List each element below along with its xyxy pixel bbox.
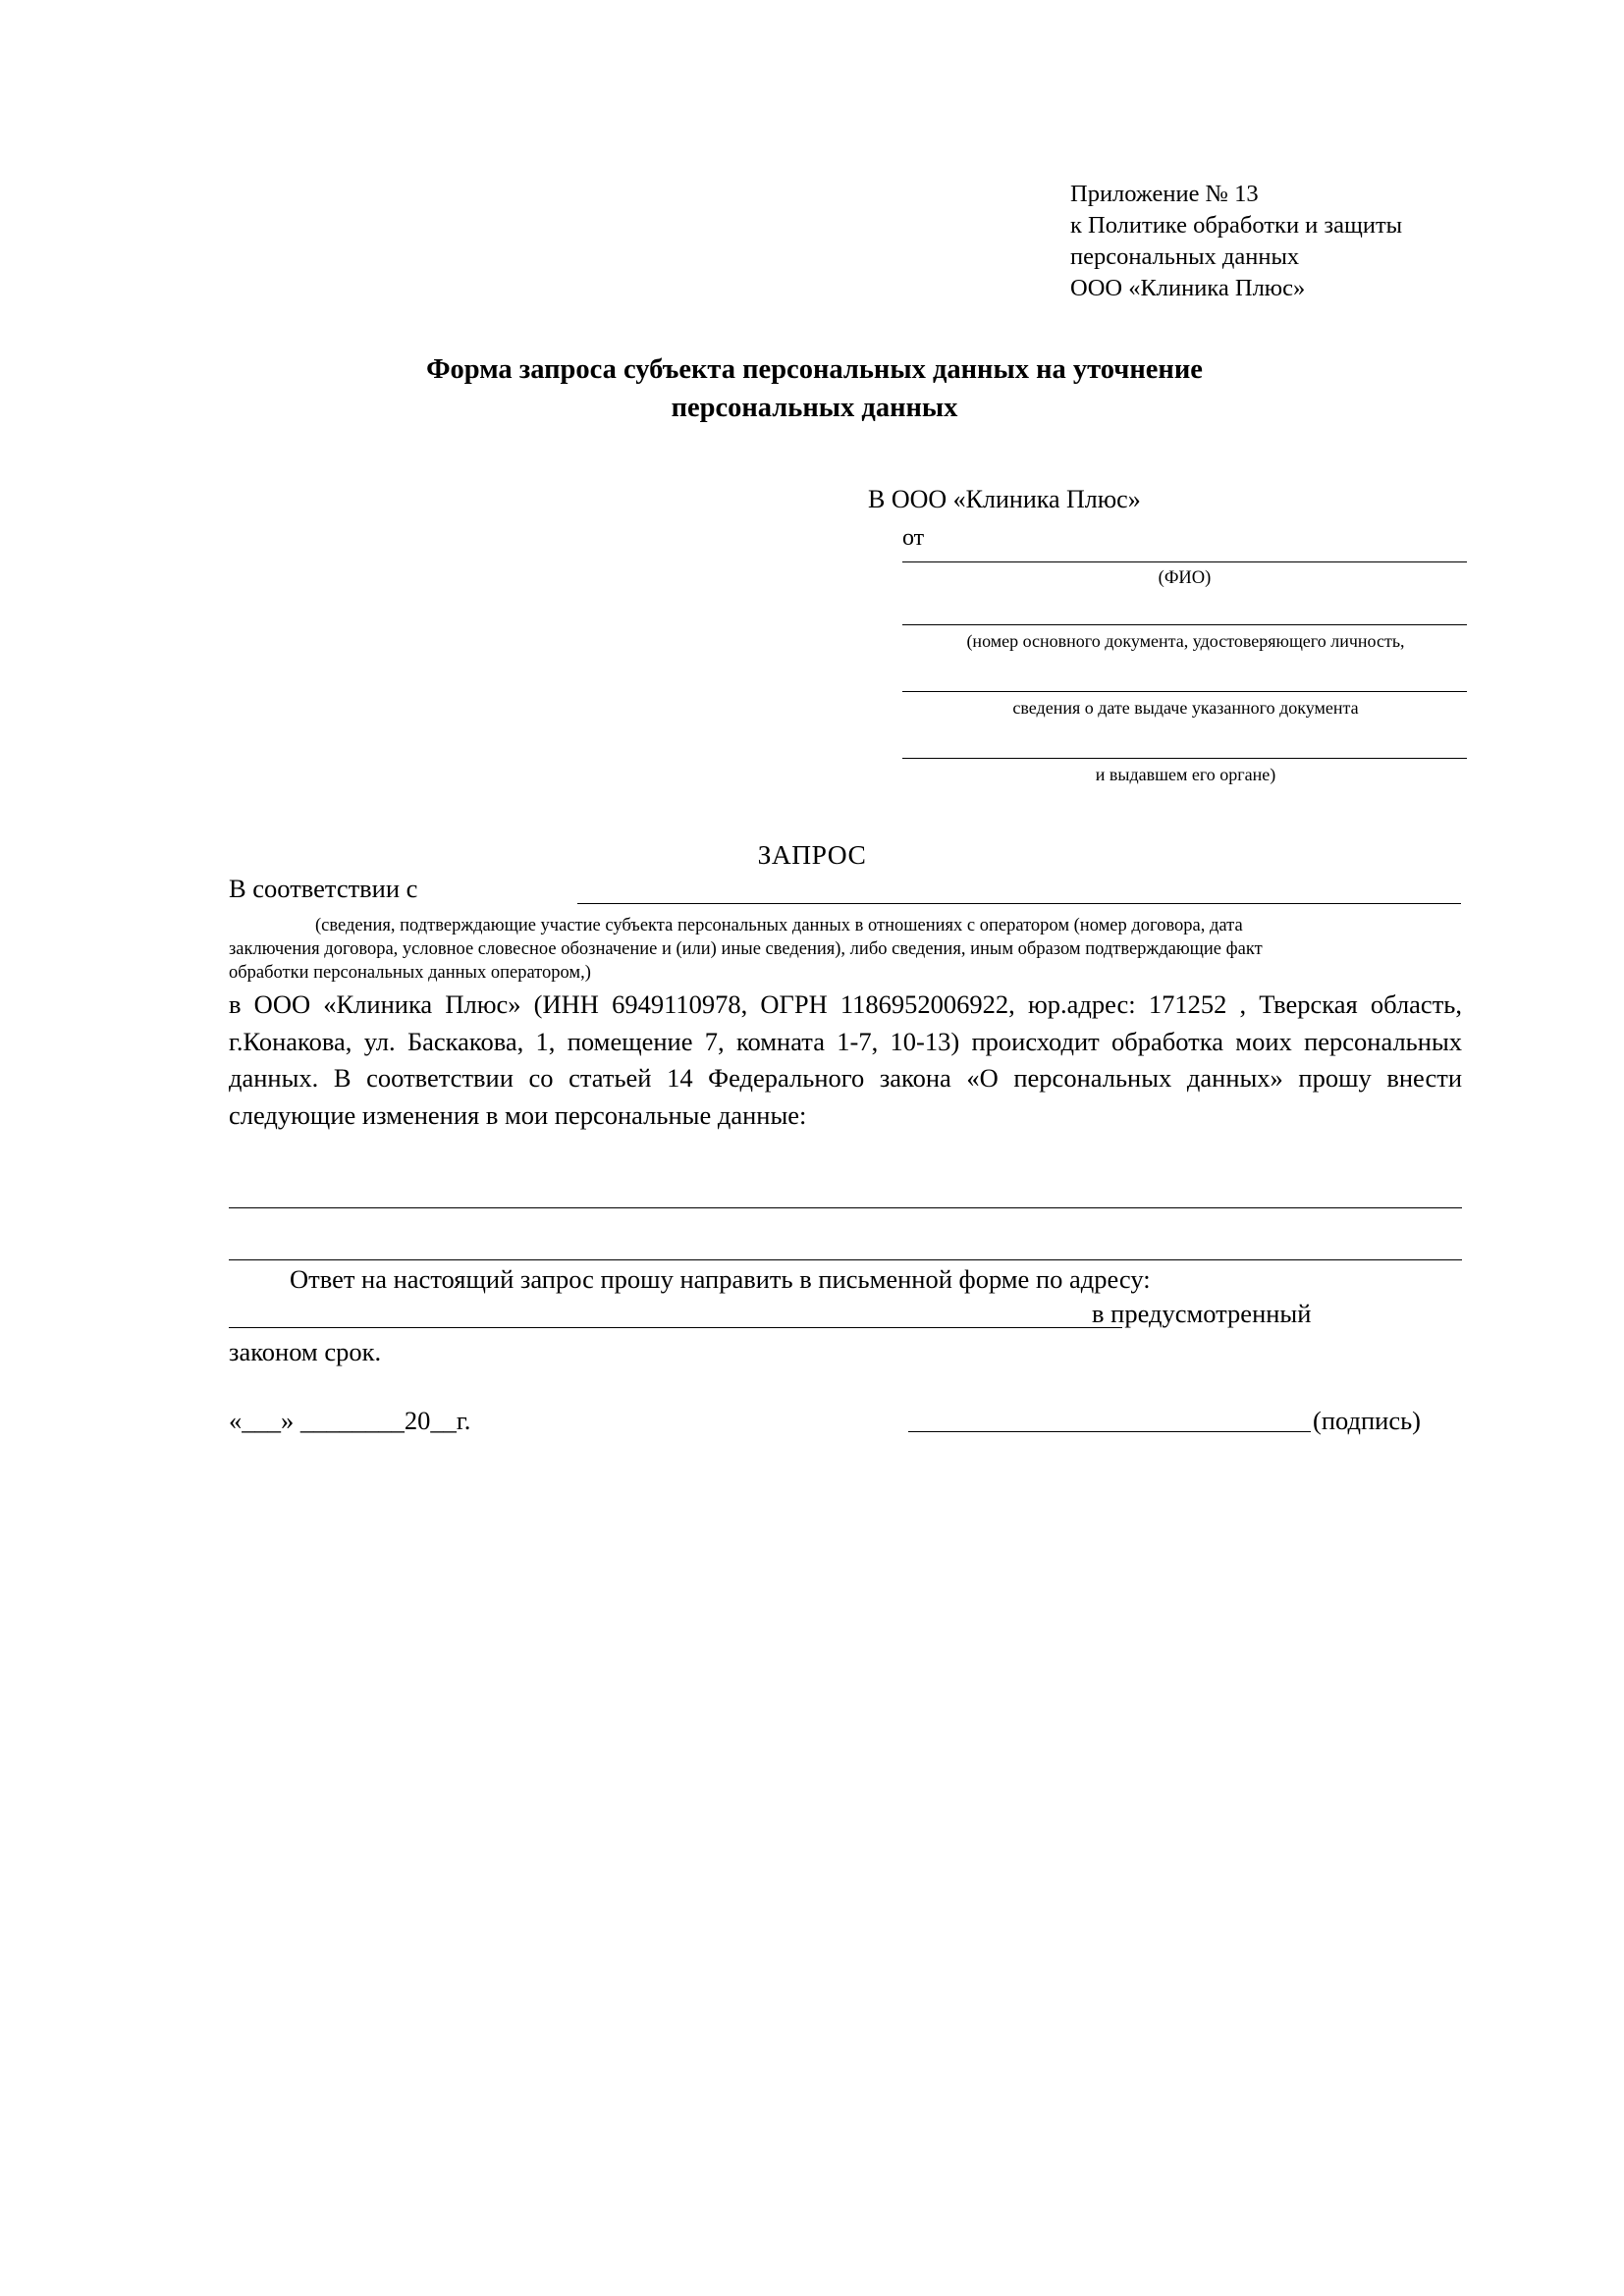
appendix-line-1: Приложение № 13 [1070, 181, 1259, 207]
page-title-line-1: Форма запроса субъекта персональных данных на уточнение [426, 354, 1203, 385]
changes-input-line-1[interactable] [229, 1207, 1462, 1208]
changes-input-line-2[interactable] [229, 1259, 1462, 1260]
appendix-line-3: персональных данных [1070, 242, 1300, 270]
fineprint-line-3: обработки персональных данных оператором,) [229, 963, 591, 984]
fio-input-line[interactable] [902, 561, 1467, 562]
document-date-input-line[interactable] [902, 691, 1467, 692]
addressee-line: В ООО «Клиника Плюс» [868, 485, 1141, 513]
answer-tail-text: в предусмотренный [1092, 1299, 1312, 1328]
document-number-input-line[interactable] [902, 624, 1467, 625]
answer-address-input-line[interactable] [229, 1327, 1122, 1328]
fineprint-line-1: (сведения, подтверждающие участие субъекта персональных данных в отношениях с оператором (номер договора, дата [315, 916, 1243, 935]
answer-paragraph [229, 1261, 1462, 1299]
document-issuer-input-line[interactable] [902, 758, 1467, 759]
request-heading: ЗАПРОС [757, 839, 867, 870]
in-accordance-input-line[interactable] [577, 903, 1461, 904]
signature-caption: (подпись) [1313, 1406, 1422, 1435]
answer-tail2-text: законом срок. [229, 1337, 382, 1366]
date-field[interactable]: «___» ________20__г. [229, 1406, 471, 1435]
fineprint-note [229, 914, 1461, 985]
signature-label [908, 1406, 1421, 1436]
document-number-caption: (номер основного документа, удостоверяющего личность, [966, 631, 1405, 651]
main-paragraph [229, 987, 1462, 1135]
document-issuer-caption: и выдавшем его органе) [1095, 765, 1276, 784]
document-date-caption: сведения о дате выдаче указанного документа [1012, 698, 1359, 718]
appendix-line-4: ООО «Клиника Плюс» [1070, 274, 1306, 301]
from-label: от [902, 525, 925, 551]
fineprint-line-2: заключения договора, условное словесное обозначение и (или) иные сведения), либо сведения, иным образом подтверждающие факт [229, 939, 1263, 960]
appendix-line-2: к Политике обработки и защиты [1070, 211, 1403, 239]
fio-caption: (ФИО) [1158, 568, 1212, 588]
page-title [233, 350, 1396, 428]
answer-paragraph-text: Ответ на настоящий запрос прошу направить в письменной форме по адресу: [290, 1264, 1151, 1294]
in-accordance-label: В соответствии с [229, 874, 418, 903]
main-paragraph-text: в ООО «Клиника Плюс» (ИНН 6949110978, ОГРН 1186952006922, юр.адрес: 171252 , Тверская область, г.Конакова, ул. Баскакова, 1, помещение 7, комната 1-7, 10-13) происходит обработка моих персональных данных. В соответствии со статьей 14 Федерального закона «О персональных данных» прошу внести следующие изменения в мои персональные данные: [229, 989, 1462, 1130]
page-title-line-2: персональных данных [671, 393, 958, 424]
appendix-reference [1070, 179, 1532, 303]
